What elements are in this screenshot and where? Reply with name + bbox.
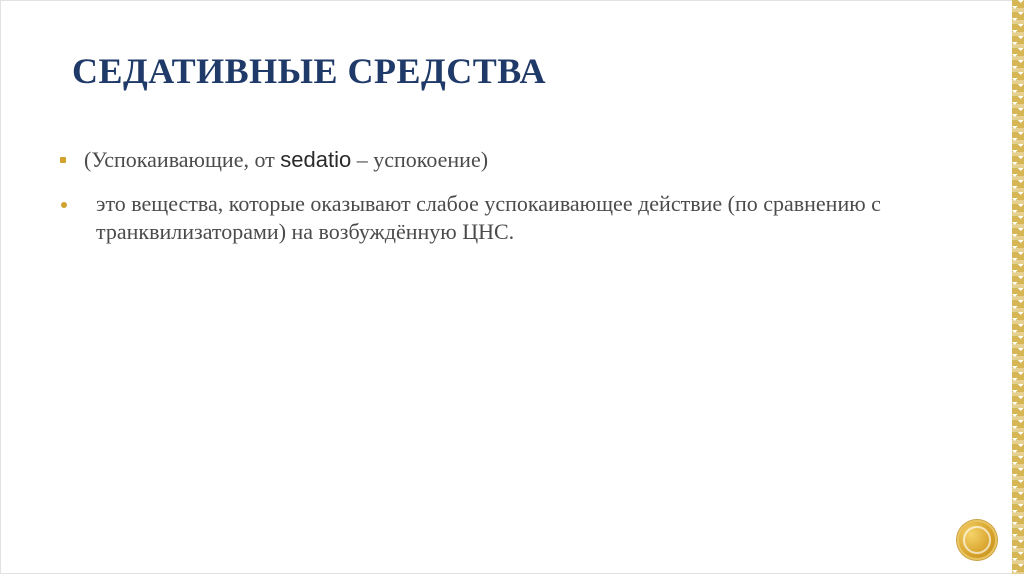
- bullet-1-latin-term: sedatio: [280, 147, 352, 172]
- bullet-item-1: [56, 146, 936, 174]
- slide-title: СЕДАТИВНЫЕ СРЕДСТВА: [72, 51, 547, 91]
- bullet-item-2: [56, 190, 936, 246]
- slide-content: [56, 146, 936, 258]
- bullet-1-text-after: – успокоение): [351, 147, 489, 172]
- right-edge-decoration: [1012, 0, 1024, 574]
- bullet-2-text: это вещества, которые оказывают слабое успокаивающее действие (по сравнению с транквилизаторами) на возбуждённую ЦНС.: [96, 191, 881, 244]
- square-bullet-icon: [60, 157, 66, 163]
- bullet-1-text-before: (Успокаивающие, от: [84, 147, 281, 172]
- dot-bullet-icon: [61, 202, 67, 208]
- gold-circle-icon: [957, 520, 997, 560]
